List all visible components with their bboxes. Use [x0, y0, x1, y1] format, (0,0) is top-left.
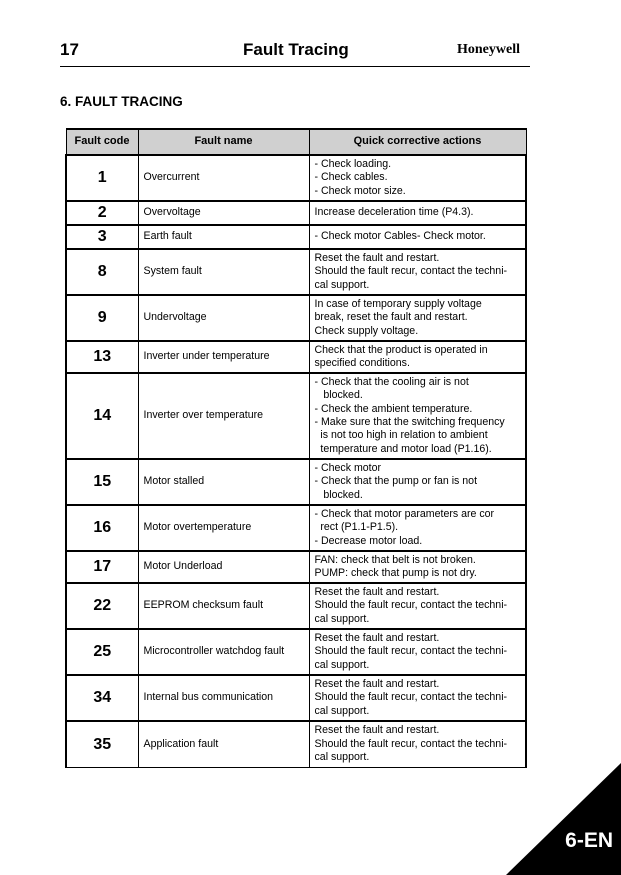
action-line: Should the fault recur, contact the techni-: [314, 737, 508, 750]
fault-code: 17: [66, 551, 138, 583]
action-line: Should the fault recur, contact the techni-: [314, 645, 508, 658]
action-line: FAN: check that belt is not broken.: [314, 553, 476, 566]
action-line: - Check the ambient temperature.: [314, 402, 473, 415]
table-row: [66, 249, 526, 295]
fault-name: Motor overtemperature: [138, 505, 309, 551]
fault-code: 13: [66, 341, 138, 373]
action-line: Should the fault recur, contact the techni-: [314, 265, 508, 278]
action-line: break, reset the fault and restart.: [314, 311, 468, 324]
action-line: Check that the product is operated in: [314, 343, 488, 356]
fault-name: Earth fault: [138, 225, 309, 249]
action-line: Reset the fault and restart.: [314, 585, 440, 598]
page-number: 17: [60, 40, 79, 59]
corner-tab-label: 6-EN: [565, 829, 613, 852]
corrective-actions: [309, 459, 526, 505]
action-line: blocked.: [314, 389, 363, 402]
fault-code: 9: [66, 295, 138, 341]
corrective-actions: [309, 629, 526, 675]
table-row: [66, 675, 526, 721]
fault-code: 1: [66, 155, 138, 201]
corrective-actions: [309, 249, 526, 295]
brand-logo: Honeywell: [457, 42, 520, 57]
corrective-actions: [309, 583, 526, 629]
action-line: rect (P1.1-P1.5).: [314, 521, 399, 534]
action-line: - Check motor size.: [314, 184, 406, 197]
action-line: blocked.: [314, 488, 363, 501]
table-header-row: [66, 129, 526, 155]
fault-name: Inverter over temperature: [138, 373, 309, 459]
fault-name: Microcontroller watchdog fault: [138, 629, 309, 675]
column-header-code: Fault code: [66, 129, 138, 155]
corrective-actions: [309, 341, 526, 373]
fault-name: Internal bus communication: [138, 675, 309, 721]
action-line: cal support.: [314, 278, 370, 291]
corrective-actions: [309, 505, 526, 551]
fault-code: 15: [66, 459, 138, 505]
fault-code: 22: [66, 583, 138, 629]
header-divider: [60, 66, 530, 67]
corrective-actions: [309, 675, 526, 721]
table-row: [66, 459, 526, 505]
fault-code: 34: [66, 675, 138, 721]
table-row: [66, 201, 526, 225]
fault-code: 2: [66, 201, 138, 225]
action-line: - Make sure that the switching frequency: [314, 416, 505, 428]
fault-name: Motor stalled: [138, 459, 309, 505]
action-line: - Check motor: [314, 461, 382, 474]
action-line: cal support.: [314, 750, 370, 763]
action-line: Reset the fault and restart.: [314, 631, 440, 644]
fault-name: Motor Underload: [138, 551, 309, 583]
corrective-actions: [309, 721, 526, 767]
table-row: [66, 583, 526, 629]
fault-code: 35: [66, 721, 138, 767]
table-row: [66, 225, 526, 249]
table-row: [66, 341, 526, 373]
action-line: Check supply voltage.: [314, 324, 419, 337]
action-line: temperature and motor load (P1.16).: [314, 442, 492, 455]
action-line: Increase deceleration time (P4.3).: [314, 206, 474, 219]
action-line: PUMP: check that pump is not dry.: [314, 567, 477, 579]
fault-code: 25: [66, 629, 138, 675]
fault-table: [65, 128, 527, 768]
table-row: [66, 721, 526, 767]
fault-name: System fault: [138, 249, 309, 295]
action-line: - Check cables.: [314, 171, 388, 184]
table-row: [66, 373, 526, 459]
corrective-actions: [309, 295, 526, 341]
action-line: - Check loading.: [314, 157, 392, 170]
action-line: cal support.: [314, 612, 370, 625]
fault-code: 14: [66, 373, 138, 459]
corrective-actions: [309, 155, 526, 201]
table-row: [66, 155, 526, 201]
table-row: [66, 505, 526, 551]
fault-table-body: [66, 155, 526, 767]
column-header-name: Fault name: [138, 129, 309, 155]
corner-tab: [506, 763, 621, 875]
action-line: - Decrease motor load.: [314, 534, 423, 547]
corrective-actions: [309, 225, 526, 249]
fault-name: Overcurrent: [138, 155, 309, 201]
fault-name: Undervoltage: [138, 295, 309, 341]
fault-code: 16: [66, 505, 138, 551]
action-line: cal support.: [314, 658, 370, 671]
action-line: Reset the fault and restart.: [314, 251, 440, 264]
action-line: Reset the fault and restart.: [314, 677, 440, 690]
action-line: Reset the fault and restart.: [314, 724, 440, 737]
action-line: - Check motor Cables- Check motor.: [314, 230, 486, 243]
table-row: [66, 295, 526, 341]
action-line: specified conditions.: [314, 357, 410, 369]
fault-name: Inverter under temperature: [138, 341, 309, 373]
action-line: - Check that the pump or fan is not: [314, 475, 478, 488]
corrective-actions: [309, 201, 526, 225]
action-line: is not too high in relation to ambient: [314, 429, 488, 442]
action-line: In case of temporary supply voltage: [314, 297, 482, 310]
fault-name: Application fault: [138, 721, 309, 767]
fault-name: Overvoltage: [138, 201, 309, 225]
action-line: Should the fault recur, contact the techni-: [314, 599, 508, 612]
table-row: [66, 551, 526, 583]
fault-code: 3: [66, 225, 138, 249]
fault-code: 8: [66, 249, 138, 295]
table-row: [66, 629, 526, 675]
section-title: 6. FAULT TRACING: [60, 94, 183, 109]
fault-name: EEPROM checksum fault: [138, 583, 309, 629]
action-line: cal support.: [314, 704, 370, 717]
action-line: - Check that the cooling air is not: [314, 375, 469, 388]
corrective-actions: [309, 373, 526, 459]
corrective-actions: [309, 551, 526, 583]
column-header-actions: Quick corrective actions: [309, 129, 526, 155]
page-header-title: Fault Tracing: [243, 40, 349, 59]
action-line: Should the fault recur, contact the techni-: [314, 691, 508, 704]
action-line: - Check that motor parameters are cor: [314, 507, 495, 520]
